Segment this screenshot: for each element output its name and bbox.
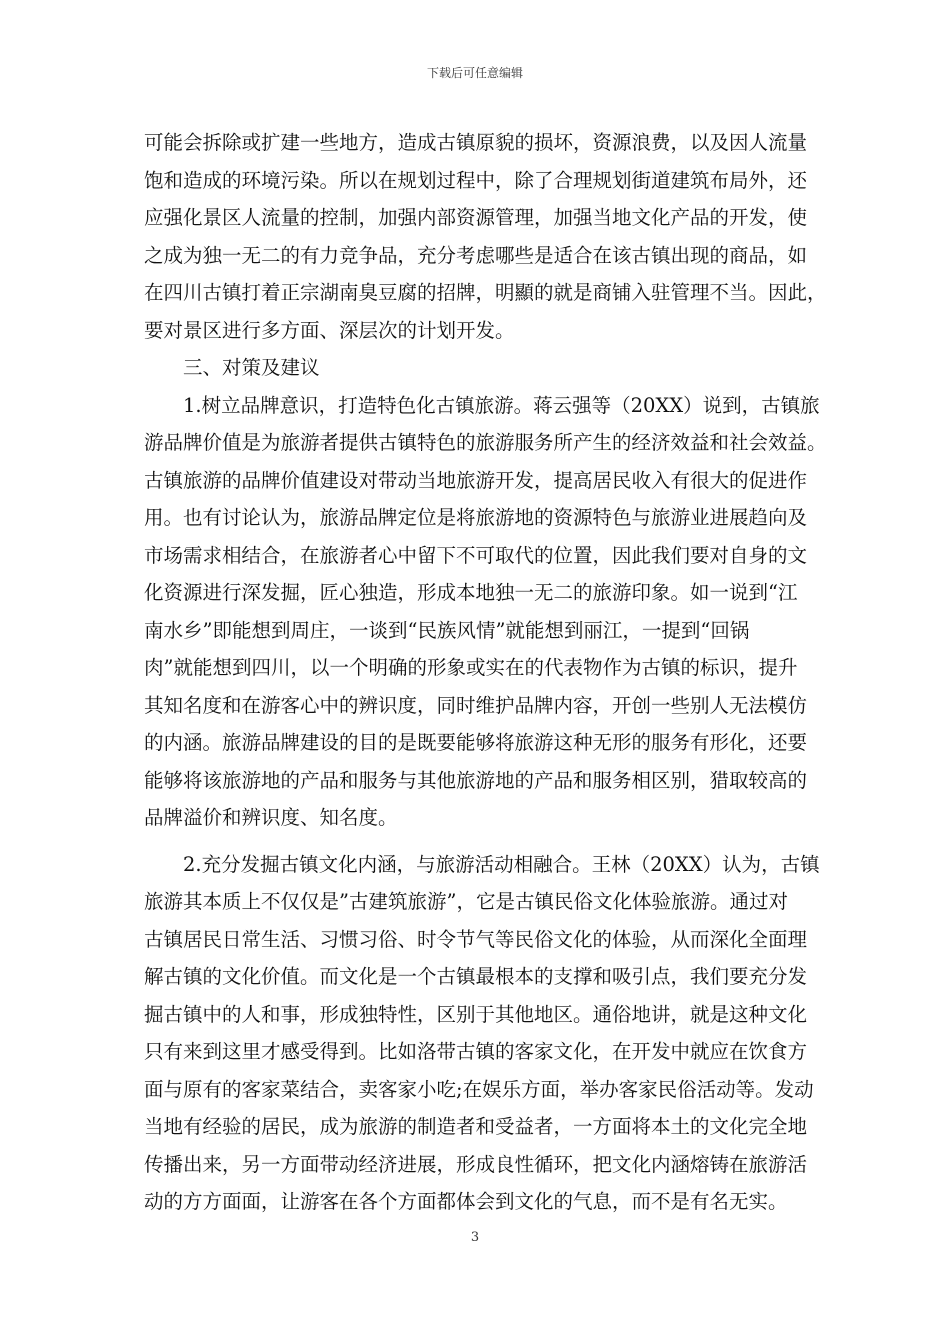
text-line: 掘古镇中的人和事，形成独特性，区别于其他地区。通俗地讲，就是这种文化 bbox=[144, 1002, 808, 1026]
text-line: 要对景区进行多方面、深层次的计划开发。 bbox=[144, 318, 515, 342]
text-line: 肉”就能想到四川，以一个明确的形象或实在的代表物作为古镇的标识，提升 bbox=[144, 656, 798, 679]
text-line: 化资源进行深发掘，匠心独造，形成本地独一无二的旅游印象。如一说到“江 bbox=[144, 581, 798, 604]
text-line: 应强化景区人流量的控制，加强内部资源管理，加强当地文化产品的开发，使 bbox=[144, 206, 808, 229]
text-line: 动的方方面面，让游客在各个方面都体会到文化的气息，而不是有名无实。 bbox=[144, 1190, 788, 1213]
paragraph-item-2 bbox=[144, 846, 818, 1221]
text-line: 的内涵。旅游品牌建设的目的是既要能够将旅游这种无形的服务有形化，还要 bbox=[144, 731, 808, 754]
text-line: 解古镇的文化价值。而文化是一个古镇最根本的支撑和吸引点，我们要充分发 bbox=[144, 965, 808, 988]
text-line: 之成为独一无二的有力竞争品，充分考虑哪些是适合在该古镇出现的商品，如 bbox=[144, 243, 808, 267]
body-text bbox=[144, 124, 827, 1221]
page-header: 下载后可任意编辑 bbox=[426, 66, 523, 80]
paragraph-item-1 bbox=[144, 387, 827, 837]
text-line: 传播出来，另一方面带动经济进展，形成良性循环，把文化内涵熔铸在旅游活 bbox=[144, 1152, 808, 1176]
text-line: 1.树立品牌意识，打造特色化古镇旅游。蒋云强等（20XX）说到，古镇旅 bbox=[183, 393, 820, 417]
text-line: 南水乡”即能想到周庄，一谈到“民族风情”就能想到丽江，一提到“回锅 bbox=[144, 618, 750, 642]
text-line: 品牌溢价和辨识度、知名度。 bbox=[144, 806, 398, 829]
section-heading bbox=[144, 349, 818, 387]
text-line: 饱和造成的环境污染。所以在规划过程中，除了合理规划街道建筑布局外，还 bbox=[144, 168, 808, 192]
text-line: 能够将该旅游地的产品和服务与其他旅游地的产品和服务相区别，猎取较高的 bbox=[144, 768, 808, 792]
paragraph-continuation bbox=[144, 124, 827, 349]
text-line: 面与原有的客家菜结合，卖客家小吃;在娱乐方面，举办客家民俗活动等。发动 bbox=[144, 1077, 814, 1101]
text-line: 只有来到这里才感受得到。比如洛带古镇的客家文化，在开发中就应在饮食方 bbox=[144, 1040, 808, 1063]
text-line: 在四川古镇打着正宗湖南臭豆腐的招牌，明顯的就是商铺入驻管理不当。因此， bbox=[144, 281, 827, 304]
text-line: 2.充分发掘古镇文化内涵，与旅游活动相融合。王林（20XX）认为，古镇 bbox=[183, 852, 820, 876]
text-line: 当地有经验的居民，成为旅游的制造者和受益者，一方面将本土的文化完全地 bbox=[144, 1115, 808, 1138]
text-line: 游品牌价值是为旅游者提供古镇特色的旅游服务所产生的经济效益和社会效益。 bbox=[144, 431, 827, 454]
text-line: 市场需求相结合，在旅游者心中留下不可取代的位置，因此我们要对自身的文 bbox=[144, 543, 808, 567]
text-line: 其知名度和在游客心中的辨识度，同时维护品牌内容，开创一些别人无法模仿 bbox=[144, 693, 808, 717]
section-heading-text: 三、对策及建议 bbox=[183, 356, 320, 379]
text-line: 旅游其本质上不仅仅是”古建筑旅游”，它是古镇民俗文化体验旅游。通过对 bbox=[144, 890, 788, 913]
text-line: 古镇旅游的品牌价值建设对带动当地旅游开发，提高居民收入有很大的促进作 bbox=[144, 468, 808, 492]
text-line: 古镇居民日常生活、习惯习俗、时令节气等民俗文化的体验，从而深化全面理 bbox=[144, 927, 808, 951]
text-line: 可能会拆除或扩建一些地方，造成古镇原貌的损坏，资源浪费，以及因人流量 bbox=[144, 131, 808, 154]
text-line: 用。也有讨论认为，旅游品牌定位是将旅游地的资源特色与旅游业进展趋向及 bbox=[144, 506, 808, 529]
page-number: 3 bbox=[470, 1230, 480, 1245]
